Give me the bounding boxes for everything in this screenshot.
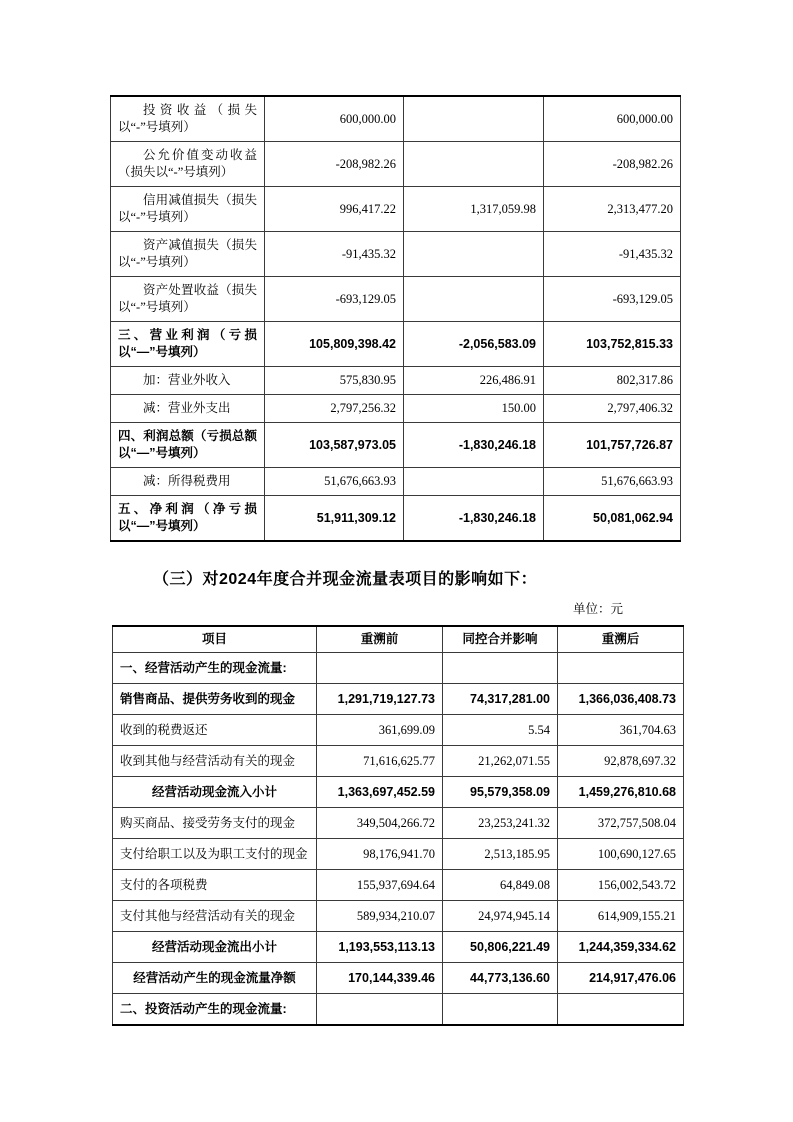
row-value-after: 156,002,543.72 [558, 870, 684, 901]
row-value-after: 51,676,663.93 [544, 468, 681, 496]
row-value-impact [443, 994, 558, 1026]
row-label: 五、净利润（净亏损以“—”号填列） [111, 496, 265, 542]
row-label: 经营活动现金流出小计 [113, 932, 317, 963]
row-value-after: 50,081,062.94 [544, 496, 681, 542]
row-value-before: 170,144,339.46 [317, 963, 443, 994]
row-label: 投资收益（损失以“-”号填列） [111, 96, 265, 142]
row-value-impact: 44,773,136.60 [443, 963, 558, 994]
row-value-impact: 21,262,071.55 [443, 746, 558, 777]
row-value-after: 92,878,697.32 [558, 746, 684, 777]
income-statement-body [111, 96, 681, 541]
row-value-before: 361,699.09 [317, 715, 443, 746]
section-heading: （三）对2024年度合并现金流量表项目的影响如下： [153, 571, 538, 588]
row-value-after: 1,366,036,408.73 [558, 684, 684, 715]
row-value-before: 996,417.22 [265, 187, 404, 232]
row-label: 购买商品、接受劳务支付的现金 [113, 808, 317, 839]
row-label: 支付的各项税费 [113, 870, 317, 901]
row-label: 加：营业外收入 [111, 367, 265, 395]
row-value-after: 600,000.00 [544, 96, 681, 142]
row-value-impact [443, 653, 558, 684]
row-label: 经营活动产生的现金流量净额 [113, 963, 317, 994]
row-value-after: -208,982.26 [544, 142, 681, 187]
table-row [113, 901, 684, 932]
row-value-before: 98,176,941.70 [317, 839, 443, 870]
table-row [111, 468, 681, 496]
table-row [113, 994, 684, 1026]
row-value-before [317, 994, 443, 1026]
row-value-before: 105,809,398.42 [265, 322, 404, 367]
row-value-before: 1,363,697,452.59 [317, 777, 443, 808]
row-value-impact: -1,830,246.18 [404, 496, 544, 542]
cash-flow-header [113, 626, 684, 653]
row-label: 减：所得税费用 [111, 468, 265, 496]
table-row [111, 322, 681, 367]
row-value-impact: 64,849.08 [443, 870, 558, 901]
row-value-before: 71,616,625.77 [317, 746, 443, 777]
table-row [113, 808, 684, 839]
row-label: 收到的税费返还 [113, 715, 317, 746]
table-row [113, 963, 684, 994]
table-row [113, 653, 684, 684]
row-value-after: 101,757,726.87 [544, 423, 681, 468]
row-value-impact [404, 468, 544, 496]
table-row [111, 367, 681, 395]
row-value-before: 155,937,694.64 [317, 870, 443, 901]
table-row [113, 870, 684, 901]
row-value-after: 1,244,359,334.62 [558, 932, 684, 963]
row-value-after: 361,704.63 [558, 715, 684, 746]
row-value-after: 2,313,477.20 [544, 187, 681, 232]
row-value-impact: 24,974,945.14 [443, 901, 558, 932]
row-value-before: -91,435.32 [265, 232, 404, 277]
table-row [111, 187, 681, 232]
header-merger-impact: 同控合并影响 [443, 626, 558, 653]
row-value-after: 214,917,476.06 [558, 963, 684, 994]
row-label: 资产处置收益（损失以“-”号填列） [111, 277, 265, 322]
row-label: 三、营业利润（亏损以“—”号填列） [111, 322, 265, 367]
row-label: 一、经营活动产生的现金流量: [113, 653, 317, 684]
table-row [111, 232, 681, 277]
row-value-after: 2,797,406.32 [544, 395, 681, 423]
row-value-impact: -2,056,583.09 [404, 322, 544, 367]
row-value-impact: 1,317,059.98 [404, 187, 544, 232]
row-value-after: 802,317.86 [544, 367, 681, 395]
row-value-impact: 95,579,358.09 [443, 777, 558, 808]
header-item: 项目 [113, 626, 317, 653]
row-label: 资产减值损失（损失以“-”号填列） [111, 232, 265, 277]
row-label: 四、利润总额（亏损总额以“—”号填列） [111, 423, 265, 468]
row-value-after: 372,757,508.04 [558, 808, 684, 839]
table-row [113, 932, 684, 963]
row-value-after: 103,752,815.33 [544, 322, 681, 367]
row-value-impact: -1,830,246.18 [404, 423, 544, 468]
cash-flow-table [112, 625, 684, 1026]
row-label: 二、投资活动产生的现金流量: [113, 994, 317, 1026]
unit-label: 单位：元 [572, 602, 623, 616]
row-value-before [317, 653, 443, 684]
row-value-impact [404, 142, 544, 187]
row-value-before: -693,129.05 [265, 277, 404, 322]
row-value-before: 349,504,266.72 [317, 808, 443, 839]
row-label: 支付其他与经营活动有关的现金 [113, 901, 317, 932]
table-row [111, 496, 681, 542]
table-row [113, 684, 684, 715]
row-value-after: -91,435.32 [544, 232, 681, 277]
row-value-before: 589,934,210.07 [317, 901, 443, 932]
row-value-before: 600,000.00 [265, 96, 404, 142]
table-row [113, 777, 684, 808]
row-value-after [558, 994, 684, 1026]
row-value-impact [404, 96, 544, 142]
row-value-impact: 74,317,281.00 [443, 684, 558, 715]
table-row [113, 839, 684, 870]
row-label: 经营活动现金流入小计 [113, 777, 317, 808]
row-value-impact: 226,486.91 [404, 367, 544, 395]
row-value-after [558, 653, 684, 684]
row-value-after: 1,459,276,810.68 [558, 777, 684, 808]
row-value-before: 103,587,973.05 [265, 423, 404, 468]
row-label: 减：营业外支出 [111, 395, 265, 423]
row-value-before: -208,982.26 [265, 142, 404, 187]
row-value-impact: 50,806,221.49 [443, 932, 558, 963]
income-statement-table [110, 95, 681, 542]
row-value-after: -693,129.05 [544, 277, 681, 322]
row-value-impact [404, 232, 544, 277]
row-label: 销售商品、提供劳务收到的现金 [113, 684, 317, 715]
row-value-before: 1,193,553,113.13 [317, 932, 443, 963]
header-before-restatement: 重溯前 [317, 626, 443, 653]
row-value-after: 100,690,127.65 [558, 839, 684, 870]
cash-flow-body [113, 653, 684, 1026]
header-after-restatement: 重溯后 [558, 626, 684, 653]
table-row [111, 142, 681, 187]
row-value-impact: 5.54 [443, 715, 558, 746]
document-page [110, 0, 685, 1026]
row-label: 支付给职工以及为职工支付的现金 [113, 839, 317, 870]
row-value-before: 1,291,719,127.73 [317, 684, 443, 715]
row-label: 公允价值变动收益（损失以“-”号填列） [111, 142, 265, 187]
header-row [113, 626, 684, 653]
row-value-before: 2,797,256.32 [265, 395, 404, 423]
row-value-impact [404, 277, 544, 322]
row-label: 收到其他与经营活动有关的现金 [113, 746, 317, 777]
row-value-before: 575,830.95 [265, 367, 404, 395]
table-row [111, 96, 681, 142]
table-row [113, 715, 684, 746]
table-row [111, 395, 681, 423]
row-value-impact: 2,513,185.95 [443, 839, 558, 870]
row-value-before: 51,911,309.12 [265, 496, 404, 542]
row-value-impact: 23,253,241.32 [443, 808, 558, 839]
table-row [111, 277, 681, 322]
table-row [113, 746, 684, 777]
row-label: 信用减值损失（损失以“-”号填列） [111, 187, 265, 232]
row-value-impact: 150.00 [404, 395, 544, 423]
table-row [111, 423, 681, 468]
row-value-after: 614,909,155.21 [558, 901, 684, 932]
row-value-before: 51,676,663.93 [265, 468, 404, 496]
